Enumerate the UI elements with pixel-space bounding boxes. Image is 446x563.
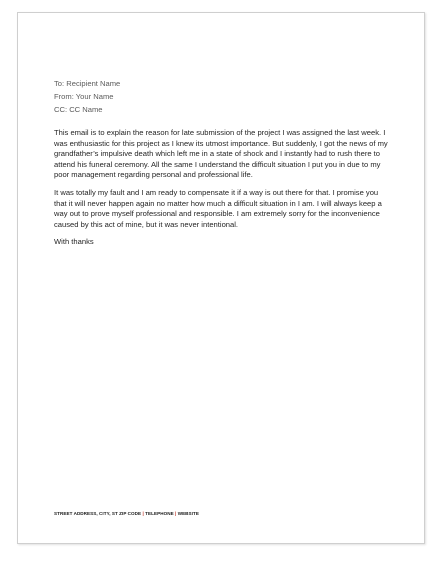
footer-telephone: TELEPHONE xyxy=(145,511,174,516)
from-line: From: Your Name xyxy=(54,92,114,102)
body-paragraph-1: This email is to explain the reason for late submission of the project I was assigned the last week. I was enthusiastic for this project as I knew its utmost importance. But suddenly, I got the news of my grandfather’s impulsive death which left me in a state of shock and I instantly had to rush there to attend his funeral ceremony. All the same I understand the difficult situation I put you in due to my poor management regarding personal and professional life. xyxy=(54,128,388,180)
footer-separator: | xyxy=(142,511,144,516)
email-body xyxy=(54,128,392,255)
email-header xyxy=(54,77,120,117)
footer-separator: | xyxy=(175,511,177,516)
closing-line: With thanks xyxy=(54,237,94,247)
footer-contact xyxy=(54,511,199,517)
document-page xyxy=(17,12,425,544)
cc-line: CC: CC Name xyxy=(54,105,103,115)
footer-website: WEBSITE xyxy=(177,511,199,516)
body-paragraph-2: It was totally my fault and I am ready to compensate it if a way is out there for that. I promise you that it will never happen again no matter how much a difficult situation in I am. I will always keep a way out to prove myself professional and responsible. I am extremely sorry for the inconvenience caused by this act of mine, but it was never intentional. xyxy=(54,187,382,229)
footer-address: STREET ADDRESS, CITY, ST ZIP CODE xyxy=(54,511,142,516)
to-line: To: Recipient Name xyxy=(54,79,121,88)
